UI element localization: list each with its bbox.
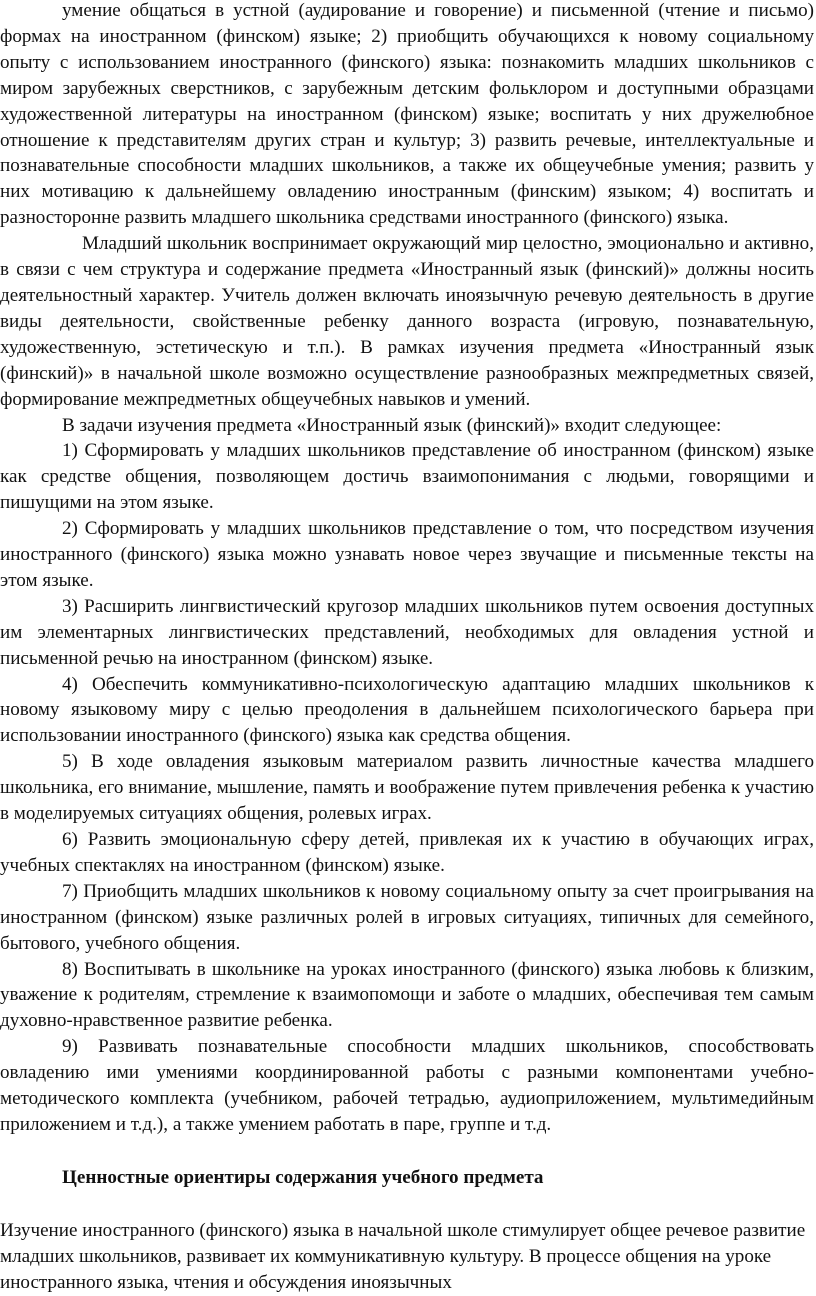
task-item-5: 5) В ходе овладения языковым материалом развить личностные качества младшего школьника, его внимание, мышление, память и воображение путем привлечения ребенка к участию в моделируемых ситуациях общения, ролевых играх.: [0, 751, 814, 825]
task-item-1: 1) Сформировать у младших школьников представление об иностранном (финском) языке как средстве общения, позволяющем достичь взаимопонимания с людьми, говорящими и пишущими на этом языке.: [0, 440, 814, 514]
task-item-6: 6) Развить эмоциональную сферу детей, привлекая их к участию в обучающих играх, учебных спектаклях на иностранном (финском) языке.: [0, 829, 814, 876]
paragraph-goals-continuation: умение общаться в устной (аудирование и говорение) и письменной (чтение и письмо) формах на иностранном (финском) языке; 2) приобщить обучающихся к новому социальному опыту с использованием иностранного (финского) языка: познакомить младших школьников с миром зарубежных сверстников, с зарубежным детским фольклором и доступными образцами художественной литературы на иностранном (финском) языке; воспитать у них дружелюбное отношение к представителям других стран и культур; 3) развить речевые, интеллектуальные и познавательные способности младших школьников, а также их общеучебные умения; развить у них мотивацию к дальнейшему овладению иностранным (финским) языком; 4) воспитать и разносторонне развить младшего школьника средствами иностранного (финского) языка.: [0, 0, 814, 229]
task-item-7: 7) Приобщить младших школьников к новому социальному опыту за счет проигрывания на иностранном (финском) языке различных ролей в игровых ситуациях, типичных для семейного, бытового, учебного общения.: [0, 880, 814, 954]
task-item-9: 9) Развивать познавательные способности младших школьников, способствовать овладению ими умениями координированной работы с разными компонентами учебно-методического комплекта (учебником, рабочей тетрадью, аудиоприложением, мультимедийным приложением и т.д.), а также умением работать в паре, группе и т.д.: [0, 1036, 814, 1135]
task-item-2: 2) Сформировать у младших школьников представление о том, что посредством изучения иностранного (финского) языка можно узнавать новое через звучащие и письменные тексты на этом языке.: [0, 518, 814, 591]
section-heading: Ценностные ориентиры содержания учебного предмета: [62, 1166, 544, 1188]
task-item-3: 3) Расширить лингвистический кругозор младших школьников путем освоения доступных им элементарных лингвистических представлений, необходимых для овладения устной и письменной речью на иностранном (финском) языке.: [0, 595, 814, 669]
paragraph-tasks-intro: В задачи изучения предмета «Иностранный язык (финский)» входит следующее:: [62, 414, 722, 436]
task-item-4: 4) Обеспечить коммуникативно-психологическую адаптацию младших школьников к новому языковому миру с целью преодоления в дальнейшем психологического барьера при использовании иностранного (финского) языка как средства общения.: [0, 673, 814, 747]
paragraph-value-orientations: Изучение иностранного (финского) языка в начальной школе стимулирует общее речевое развитие младших школьников, развивает их коммуникативную культуру. В процессе общения на уроке иностранного языка, чтения и обсуждения иноязычных: [0, 1219, 806, 1293]
task-item-8: 8) Воспитывать в школьнике на уроках иностранного (финского) языка любовь к близким, уважение к родителям, стремление к взаимопомощи и заботе о младших, обеспечивая тем самым духовно-нравственное развитие ребенка.: [0, 958, 814, 1032]
paragraph-junior-pupil: Младший школьник воспринимает окружающий мир целостно, эмоционально и активно, в связи с чем структура и содержание предмета «Иностранный язык (финский)» должны носить деятельностный характер. Учитель должен включать иноязычную речевую деятельность в другие виды деятельности, свойственные ребенку данного возраста (игровую, познавательную, художественную, эстетическую и т.п.). В рамках изучения предмета «Иностранный язык (финский)» в начальной школе возможно осуществление разнообразных межпредметных связей, формирование межпредметных общеучебных навыков и умений.: [0, 233, 814, 410]
